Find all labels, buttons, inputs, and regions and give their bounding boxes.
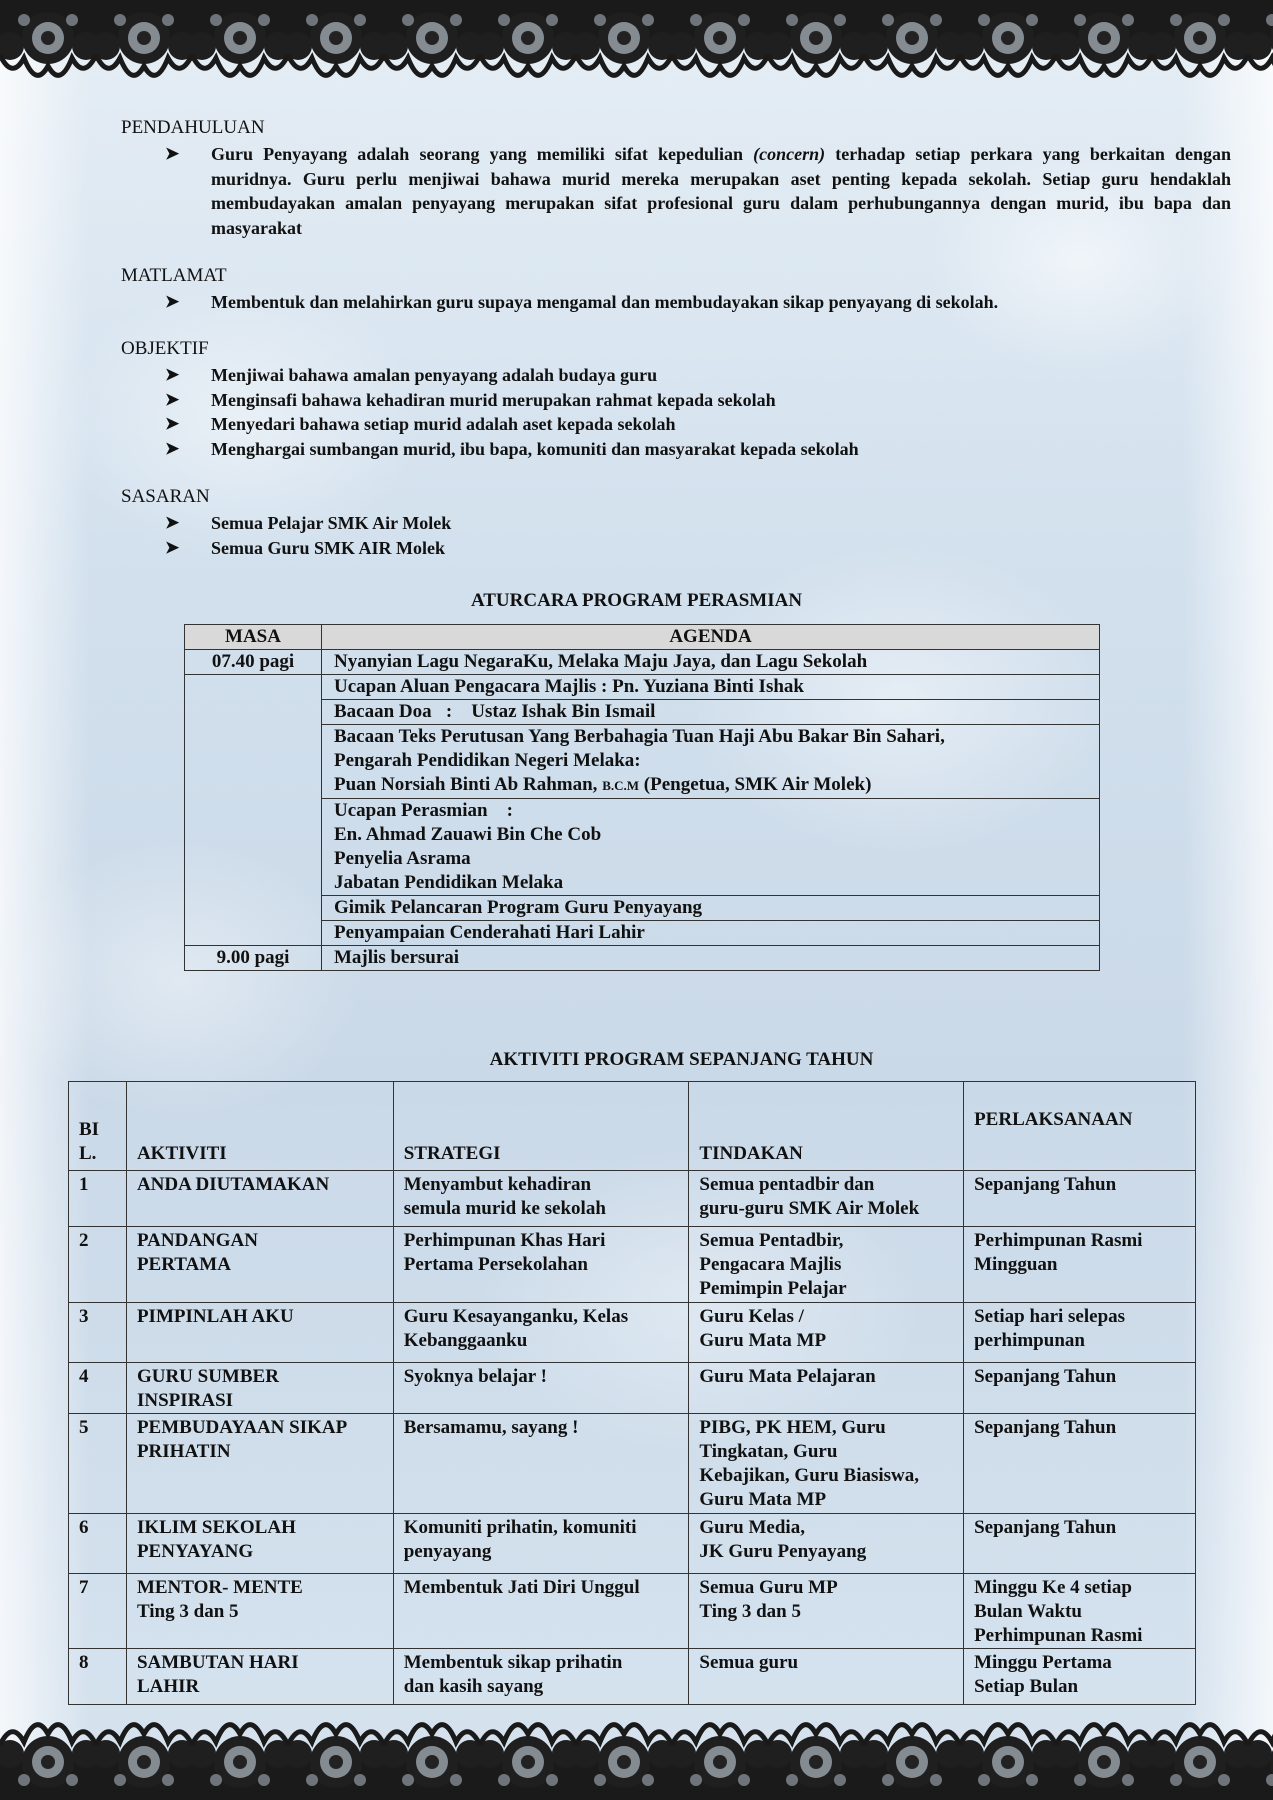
arrow-bullet-icon: ➤	[165, 292, 180, 311]
table-row	[185, 799, 1100, 896]
perlaksanaan-cell	[964, 1414, 1196, 1514]
cell-line: Pertama Persekolahan	[403, 1254, 588, 1275]
cell-line: Sepanjang Tahun	[974, 1174, 1117, 1195]
pendahuluan-paragraph	[121, 142, 1231, 240]
cell-line: Ting 3 dan 5	[136, 1601, 239, 1622]
cell-line: Ting 3 dan 5	[699, 1601, 801, 1622]
tindakan-cell	[689, 1414, 964, 1514]
tindakan-cell	[689, 1303, 964, 1363]
perlaksanaan-cell	[964, 1303, 1196, 1363]
aktiviti-cell	[126, 1649, 393, 1705]
perlaksanaan-cell	[964, 1227, 1196, 1303]
cell-line: Guru Mata MP	[699, 1489, 827, 1510]
cell-line: semula murid ke sekolah	[403, 1198, 606, 1219]
cell-line: Sepanjang Tahun	[974, 1517, 1117, 1538]
cell-line: LAHIR	[136, 1676, 200, 1697]
cell-line: Kebajikan, Guru Biasiswa,	[699, 1465, 920, 1486]
aktiviti-cell	[126, 1574, 393, 1649]
cell-line: Tingkatan, Guru	[699, 1441, 838, 1462]
table-row	[185, 700, 1100, 725]
table-row	[69, 1414, 1196, 1514]
cell-line: Minggu Ke 4 setiap	[974, 1577, 1132, 1598]
tindakan-cell	[689, 1171, 964, 1227]
agenda-line: Ucapan Perasmian :	[334, 800, 513, 821]
agenda-line: Puan Norsiah Binti Ab Rahman, B.C.M (Pengetua, SMK Air Molek)	[334, 774, 872, 795]
strategi-cell	[393, 1514, 689, 1574]
list-item: ➤ Menyedari bahawa setiap murid adalah aset kepada sekolah	[121, 412, 859, 437]
bil-cell: 5	[69, 1414, 127, 1514]
cell-line: PERTAMA	[136, 1254, 231, 1275]
agenda-line: Bacaan Teks Perutusan Yang Berbahagia Tuan Haji Abu Bakar Bin Sahari,	[334, 726, 945, 747]
aktiviti-cell	[126, 1303, 393, 1363]
cell-line: Minggu Pertama	[974, 1652, 1112, 1673]
cell-line: Pemimpin Pelajar	[699, 1278, 847, 1299]
list-item: ➤ Menginsafi bahawa kehadiran murid merupakan rahmat kepada sekolah	[121, 388, 859, 413]
cell-line: Komuniti prihatin, komuniti	[403, 1517, 637, 1538]
aktiviti-cell	[126, 1171, 393, 1227]
strategi-cell	[393, 1414, 689, 1514]
table-row	[69, 1227, 1196, 1303]
strategi-cell	[393, 1649, 689, 1705]
cell-line: PIBG, PK HEM, Guru	[699, 1417, 886, 1438]
cell-line: Kebanggaanku	[403, 1330, 528, 1351]
cell-line: dan kasih sayang	[403, 1676, 544, 1697]
agenda-cell: Ucapan Aluan Pengacara Majlis : Pn. Yuziana Binti Ishak	[322, 675, 1100, 700]
aktiviti-cell	[126, 1363, 393, 1414]
agenda-line: En. Ahmad Zauawi Bin Che Cob	[334, 824, 602, 845]
table-header-row	[69, 1082, 1196, 1171]
cell-line: GURU SUMBER	[136, 1366, 279, 1387]
table-row	[185, 650, 1100, 675]
cell-line: Guru Kelas /	[699, 1306, 804, 1327]
cell-line: Guru Media,	[699, 1517, 805, 1538]
cell-line: penyayang	[403, 1541, 492, 1562]
cell-line: PIMPINLAH AKU	[136, 1306, 294, 1327]
list-item: ➤ Semua Guru SMK AIR Molek	[121, 536, 451, 561]
cell-line: Membentuk sikap prihatin	[403, 1652, 623, 1673]
arrow-bullet-icon: ➤	[165, 365, 180, 384]
sasaran-list	[121, 511, 451, 560]
cell-line: PANDANGAN	[136, 1230, 258, 1251]
perlaksanaan-cell	[964, 1363, 1196, 1414]
aktiviti-cell	[126, 1227, 393, 1303]
cell-line: Semua pentadbir dan	[699, 1174, 875, 1195]
table-header-row	[185, 625, 1100, 650]
agenda-cell: Nyanyian Lagu NegaraKu, Melaka Maju Jaya, dan Lagu Sekolah	[322, 650, 1100, 675]
aktiviti-title: AKTIVITI PROGRAM SEPANJANG TAHUN	[489, 1049, 874, 1070]
bil-cell: 4	[69, 1363, 127, 1414]
cell-line: Perhimpunan Khas Hari	[403, 1230, 606, 1251]
objektif-list	[121, 363, 859, 461]
cell-line: PENYAYANG	[136, 1541, 254, 1562]
column-header-tindakan: TINDAKAN	[689, 1082, 964, 1171]
table-row	[185, 725, 1100, 799]
perlaksanaan-cell	[964, 1649, 1196, 1705]
aturcara-title: ATURCARA PROGRAM PERASMIAN	[470, 590, 803, 611]
list-item: ➤ Menjiwai bahawa amalan penyayang adalah budaya guru	[121, 363, 859, 388]
cell-line: MENTOR- MENTE	[136, 1577, 303, 1598]
perlaksanaan-cell	[964, 1514, 1196, 1574]
cell-line: Menyambut kehadiran	[403, 1174, 592, 1195]
matlamat-list	[121, 290, 998, 315]
table-row	[69, 1363, 1196, 1414]
cell-line: Guru Mata MP	[699, 1330, 827, 1351]
table-row	[69, 1303, 1196, 1363]
column-header-perlaksanaan: PERLAKSANAAN	[964, 1082, 1196, 1171]
time-cell-empty	[185, 675, 322, 946]
arrow-bullet-icon: ➤	[165, 438, 180, 458]
cell-line: INSPIRASI	[136, 1390, 234, 1411]
column-header-strategi: STRATEGI	[393, 1082, 689, 1171]
agenda-cell: Penyampaian Cenderahati Hari Lahir	[322, 921, 1100, 946]
cell-line: Perhimpunan Rasmi	[974, 1230, 1143, 1251]
cell-line: Perhimpunan Rasmi	[974, 1625, 1143, 1646]
cell-line: Pengacara Majlis	[699, 1254, 842, 1275]
cell-line: PRIHATIN	[136, 1441, 231, 1462]
time-cell: 07.40 pagi	[185, 650, 322, 675]
table-row	[185, 675, 1100, 700]
agenda-cell	[322, 799, 1100, 896]
table-row	[69, 1171, 1196, 1227]
cell-line: guru-guru SMK Air Molek	[699, 1198, 920, 1219]
cell-line: JK Guru Penyayang	[699, 1541, 867, 1562]
agenda-cell: Bacaan Doa : Ustaz Ishak Bin Ismail	[322, 700, 1100, 725]
cell-line: Syoknya belajar !	[403, 1366, 547, 1387]
pendahuluan-text: Guru Penyayang adalah seorang yang memiliki sifat kepedulian (concern) terhadap setiap perkara yang berkaitan dengan muridnya. Guru perlu menjiwai bahawa murid mereka merupakan aset penting kepada sekolah. Setiap guru hendaklah membudayakan amalan penyayang merupakan sifat profesional guru dalam perhubungannya dengan murid, ibu bapa dan masyarakat	[211, 144, 1231, 238]
perlaksanaan-cell	[964, 1574, 1196, 1649]
cell-line: ANDA DIUTAMAKAN	[136, 1174, 330, 1195]
column-header-aktiviti: AKTIVITI	[126, 1082, 393, 1171]
cell-line: Guru Mata Pelajaran	[699, 1366, 876, 1387]
cell-line: Semua Pentadbir,	[699, 1230, 844, 1251]
cell-line: perhimpunan	[974, 1330, 1085, 1351]
aktiviti-cell	[126, 1414, 393, 1514]
bil-cell: 2	[69, 1227, 127, 1303]
bil-cell: 3	[69, 1303, 127, 1363]
strategi-cell	[393, 1227, 689, 1303]
sasaran-heading: SASARAN	[121, 486, 210, 507]
aktiviti-cell	[126, 1514, 393, 1574]
list-item: ➤ Semua Pelajar SMK Air Molek	[121, 511, 451, 536]
cell-line: Bersamamu, sayang !	[403, 1417, 579, 1438]
table-row	[185, 896, 1100, 921]
cell-line: Setiap hari selepas	[974, 1306, 1126, 1327]
arrow-bullet-icon: ➤	[165, 537, 180, 557]
column-header-agenda: AGENDA	[322, 625, 1100, 650]
agenda-line: Pengarah Pendidikan Negeri Melaka:	[334, 750, 641, 771]
cell-line: Semua Guru MP	[699, 1577, 838, 1598]
agenda-cell: Majlis bersurai	[322, 946, 1100, 971]
cell-line: Mingguan	[974, 1254, 1058, 1275]
strategi-cell	[393, 1171, 689, 1227]
tindakan-cell	[689, 1227, 964, 1303]
table-row	[185, 921, 1100, 946]
strategi-cell	[393, 1574, 689, 1649]
aktiviti-table-body	[69, 1171, 1196, 1705]
objektif-heading: OBJEKTIF	[121, 338, 209, 359]
tindakan-cell	[689, 1514, 964, 1574]
cell-line: Bulan Waktu	[974, 1601, 1082, 1622]
cell-line: PEMBUDAYAAN SIKAP	[136, 1417, 348, 1438]
list-item: ➤ Membentuk dan melahirkan guru supaya mengamal dan membudayakan sikap penyayang di sekolah.	[121, 290, 998, 315]
pendahuluan-heading: PENDAHULUAN	[121, 117, 265, 138]
arrow-bullet-icon: ➤	[165, 414, 180, 433]
cell-line: Semua guru	[699, 1652, 799, 1673]
matlamat-heading: MATLAMAT	[121, 265, 227, 286]
column-header-bil: BI L.	[69, 1082, 127, 1171]
cell-line: IKLIM SEKOLAH	[136, 1517, 296, 1538]
table-row	[69, 1649, 1196, 1705]
perlaksanaan-cell	[964, 1171, 1196, 1227]
arrow-bullet-icon: ➤	[165, 513, 180, 532]
column-header-masa: MASA	[185, 625, 322, 650]
cell-line: Membentuk Jati Diri Unggul	[403, 1577, 640, 1598]
pendahuluan-list	[121, 142, 1231, 240]
tindakan-cell	[689, 1649, 964, 1705]
table-row	[185, 946, 1100, 971]
agenda-cell	[322, 725, 1100, 799]
tindakan-cell	[689, 1574, 964, 1649]
cell-line: Sepanjang Tahun	[974, 1417, 1117, 1438]
bil-cell: 7	[69, 1574, 127, 1649]
strategi-cell	[393, 1363, 689, 1414]
cell-line: Guru Kesayanganku, Kelas	[403, 1306, 629, 1327]
cell-line: Sepanjang Tahun	[974, 1366, 1117, 1387]
agenda-cell: Gimik Pelancaran Program Guru Penyayang	[322, 896, 1100, 921]
table-row	[69, 1574, 1196, 1649]
agenda-line: Penyelia Asrama	[334, 848, 471, 869]
aktiviti-table	[68, 1081, 1196, 1705]
arrow-bullet-icon: ➤	[165, 144, 180, 163]
bil-cell: 6	[69, 1514, 127, 1574]
list-item: ➤ Menghargai sumbangan murid, ibu bapa, komuniti dan masyarakat kepada sekolah	[121, 437, 859, 462]
agenda-line: Jabatan Pendidikan Melaka	[334, 872, 564, 893]
time-cell: 9.00 pagi	[185, 946, 322, 971]
bil-cell: 1	[69, 1171, 127, 1227]
tindakan-cell	[689, 1363, 964, 1414]
aturcara-table	[184, 624, 1100, 971]
cell-line: SAMBUTAN HARI	[136, 1652, 299, 1673]
arrow-bullet-icon: ➤	[165, 389, 180, 409]
cell-line: Setiap Bulan	[974, 1676, 1079, 1697]
table-row	[69, 1514, 1196, 1574]
strategi-cell	[393, 1303, 689, 1363]
bil-cell: 8	[69, 1649, 127, 1705]
